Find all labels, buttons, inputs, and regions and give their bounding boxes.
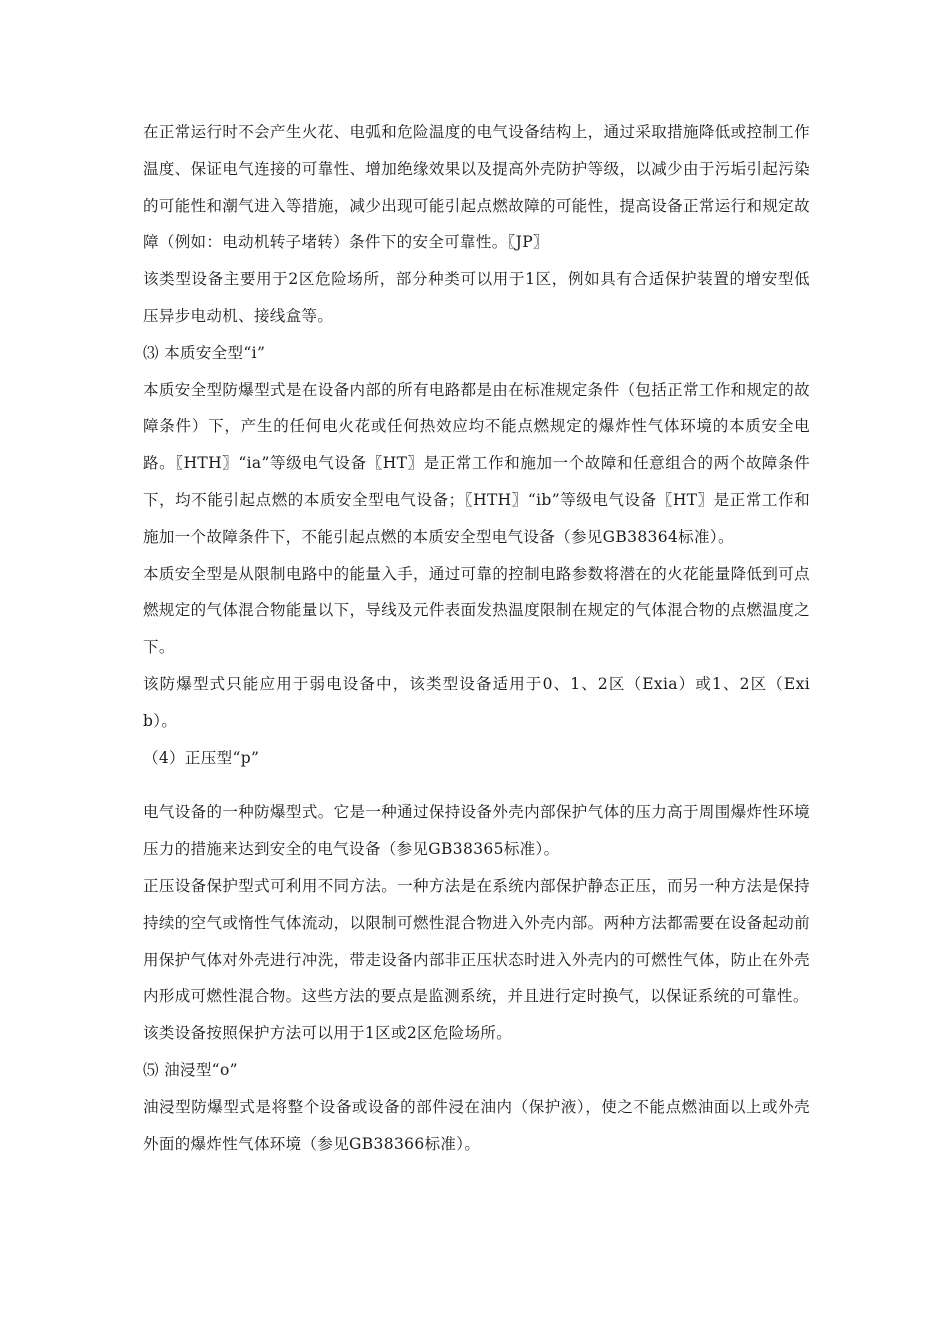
paragraph-pressurized-definition: 电气设备的一种防爆型式。它是一种通过保持设备外壳内部保护气体的压力高于周围爆炸性环境压力的措施来达到安全的电气设备（参见GB38365标准）。 [143, 803, 810, 859]
heading-pressurized: （4）正压型“p” [143, 748, 260, 767]
paragraph-oil-immersion-definition: 油浸型防爆型式是将整个设备或设备的部件浸在油内（保护液），使之不能点燃油面以上或外壳外面的爆炸性气体环境（参见GB38366标准）。 [143, 1097, 810, 1153]
paragraph-pressurized-methods: 正压设备保护型式可利用不同方法。一种方法是在系统内部保护静态正压，而另一种方法是保持持续的空气或惰性气体流动，以限制可燃性混合物进入外壳内部。两种方法都需要在设备起动前用保护气体对外壳进行冲洗，带走设备内部非正压状态时进入外壳内的可燃性气体，防止在外壳内形成可燃性混合物。这些方法的要点是监测系统，并且进行定时换气，以保证系统的可靠性。 [143, 876, 810, 1006]
heading-intrinsic-safety: ⑶ 本质安全型“i” [143, 343, 266, 362]
paragraph-increased-safety-description: 在正常运行时不会产生火花、电弧和危险温度的电气设备结构上，通过采取措施降低或控制工作温度、保证电气连接的可靠性、增加绝缘效果以及提高外壳防护等级，以减少由于污垢引起污染的可能性和潮气进入等措施，减少出现可能引起点燃故障的可能性，提高设备正常运行和规定故障（例如：电动机转子堵转）条件下的安全可靠性。〖JP〗 [143, 123, 810, 252]
heading-oil-immersion: ⑸ 油浸型“o” [143, 1060, 238, 1079]
paragraph-pressurized-application: 该类设备按照保护方法可以用于1区或2区危险场所。 [143, 1024, 513, 1043]
paragraph-intrinsic-safety-principle: 本质安全型是从限制电路中的能量入手，通过可靠的控制电路参数将潜在的火花能量降低到可点燃规定的气体混合物能量以下，导线及元件表面发热温度限制在规定的气体混合物的点燃温度之下。 [143, 564, 810, 657]
paragraph-intrinsic-safety-application: 该防爆型式只能应用于弱电设备中，该类型设备适用于0、1、2区（Exia）或1、2区（Exib）。 [143, 674, 810, 730]
paragraph-intrinsic-safety-definition: 本质安全型防爆型式是在设备内部的所有电路都是由在标准规定条件（包括正常工作和规定的故障条件）下，产生的任何电火花或任何热效应均不能点燃规定的爆炸性气体环境的本质安全电路。〖HTH〗“ia”等级电气设备〖HT〗是正常工作和施加一个故障和任意组合的两个故障条件下，均不能引起点燃的本质安全型电气设备；〖HTH〗“ib”等级电气设备〖HT〗是正常工作和施加一个故障条件下，不能引起点燃的本质安全型电气设备（参见GB38364标准）。 [143, 380, 810, 546]
document-page [143, 114, 810, 1162]
paragraph-increased-safety-application: 该类型设备主要用于2区危险场所，部分种类可以用于1区，例如具有合适保护装置的增安型低压异步电动机、接线盒等。 [143, 270, 810, 325]
